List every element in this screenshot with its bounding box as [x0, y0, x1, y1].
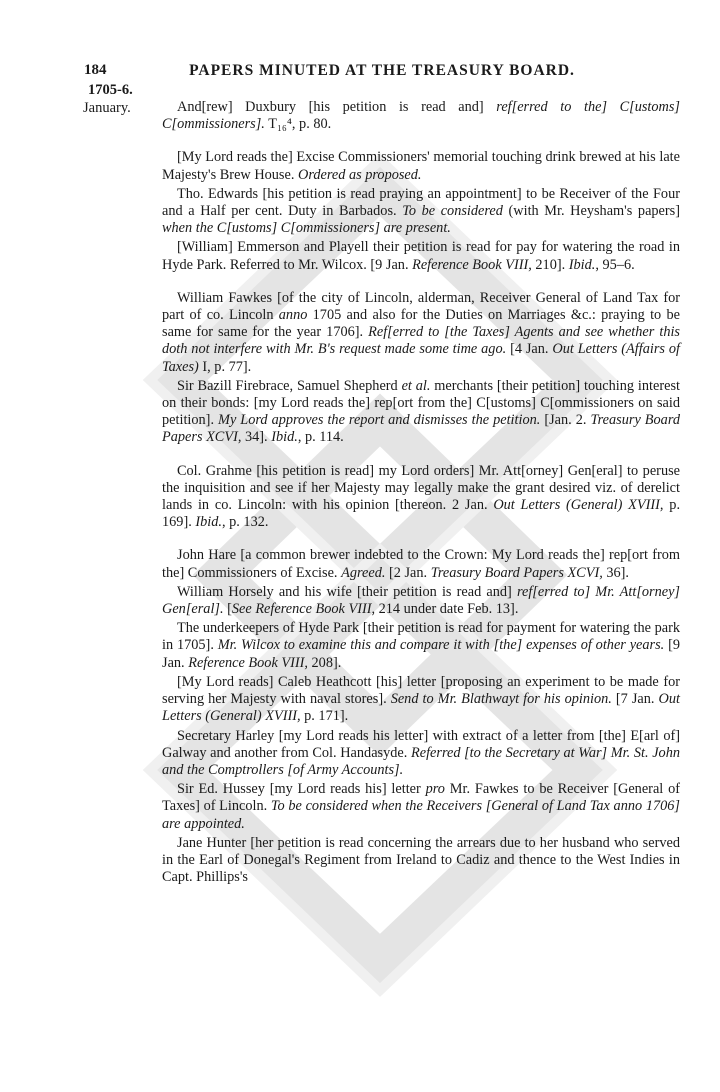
italic-text: My Lord approves the report and dismisses the petition. — [218, 412, 541, 429]
minute-entry — [162, 239, 680, 273]
italic-text: ref[erred to] Mr. Att[orney] Gen[eral]. — [162, 583, 680, 618]
entry-text: William Horsely and his wife [their petition is read and] — [177, 583, 517, 600]
entry-text: [Jan. 2. — [540, 412, 591, 429]
page-header — [84, 62, 680, 82]
italic-text: Out Letters (General) XVIII, — [162, 691, 680, 725]
entry-text: 36]. — [602, 564, 630, 581]
entry-text: [My Lord reads] Caleb Heathcott [his] letter [proposing an experiment to be made for serving her Majesty with naval stores]. — [162, 673, 680, 708]
minute-entry — [162, 620, 680, 672]
entry-text: Secretary Harley [my Lord reads his letter] with extract of a letter from [the] E[arl of] Galway and another from Col. Handasyde. — [162, 727, 680, 761]
entry-text: , p. 114. — [297, 429, 344, 446]
margin-month: January. — [83, 100, 131, 116]
minute-entry — [162, 149, 680, 183]
italic-text: Out Letters (General) XVIII, — [493, 497, 664, 514]
minute-entry — [162, 99, 680, 133]
italic-text: Ordered as proposed. — [298, 166, 422, 183]
entry-text: Sir Ed. Hussey [my Lord reads his] letter — [177, 781, 426, 798]
italic-text: See Reference Book VIII, — [231, 601, 376, 618]
entry-text: Mr. Fawkes to be Receiver [General of Taxes] of Lincoln. — [162, 781, 680, 815]
entry-text: p. 169]. — [162, 497, 681, 531]
entry-text: merchants [their petition] touching interest on their bonds: [my Lord reads the] rep[ort from the] C[ustoms] C[ommissioners on said petition]. — [162, 377, 680, 429]
entry-text: [4 Jan. — [506, 341, 553, 358]
running-title: PAPERS MINUTED AT THE TREASURY BOARD. — [189, 62, 575, 79]
minute-entry — [162, 835, 680, 887]
entry-text: Sir Bazill Firebrace, Samuel Shepherd — [177, 377, 402, 394]
italic-text: Treasury Board Papers XCVI, — [430, 564, 603, 581]
minute-entry — [162, 186, 680, 238]
minute-entry — [162, 728, 680, 780]
italic-text: Send to Mr. Blathwayt for his opinion. — [390, 691, 612, 708]
minute-entry — [162, 378, 680, 447]
entry-text: 208]. — [307, 654, 342, 671]
document-body — [162, 99, 680, 886]
italic-text: Reference Book VIII, — [412, 256, 532, 273]
italic-text: pro — [425, 781, 445, 798]
entry-text: 34]. — [241, 429, 272, 446]
entry-text: I, p. 77]. — [198, 358, 252, 375]
entry-text: Jane Hunter [her petition is read concerning the arrears due to her husband who served in the Earl of Donegal's Regiment from Ireland to Cadiz and thence to the West Indies in Capt. Phillips's — [162, 834, 680, 886]
italic-text: Ref[erred to [the Taxes] Agents and see whether this doth not interfere with Mr. B's request made some time ago. — [162, 324, 680, 358]
minute-entry — [162, 674, 680, 726]
entry-text: [7 Jan. — [611, 691, 659, 708]
entry-group — [162, 99, 680, 133]
italic-text: Ibid. — [195, 514, 222, 531]
entry-text: [ — [223, 601, 232, 618]
minute-entry — [162, 290, 680, 376]
entry-text: Col. Grahme [his petition is read] my Lord orders] Mr. Att[orney] Gen[eral] to peruse the inquisition and see if her Majesty may legally make the grant desired viz. of derelict lands in co. Lincoln: with his opinion [thereon. 2 Jan. — [162, 462, 680, 514]
italic-text: Reference Book VIII, — [188, 654, 308, 671]
italic-text: ref[erred to the] C[ustoms] C[ommissioners]. — [162, 99, 680, 133]
italic-text: To be considered when the Receivers [General of Land Tax anno 1706] are appointed. — [162, 798, 680, 832]
italic-text: anno — [278, 307, 308, 324]
italic-text: Mr. Wilcox to examine this and compare it with [the] expenses of other years. — [217, 637, 665, 654]
entry-group — [162, 547, 680, 886]
entry-text: p. 171]. — [300, 708, 349, 725]
minute-entry — [162, 547, 680, 581]
italic-text: Agreed. — [341, 564, 386, 581]
page-number: 184 — [84, 62, 107, 78]
entry-text: , 95–6. — [595, 256, 635, 273]
entry-text: (with Mr. Heysham's papers] — [502, 203, 680, 220]
entry-text: 214 under date Feb. 13]. — [375, 601, 519, 618]
entry-text: [William] Emmerson and Playell their petition is read for pay for watering the road in Hyde Park. Referred to Mr. Wilcox. [9 Jan. — [162, 239, 680, 273]
minute-entry — [162, 584, 680, 618]
italic-text: Ibid. — [271, 429, 298, 446]
entry-text: And[rew] Duxbury [his petition is read and] — [177, 99, 497, 115]
entry-text: [2 Jan. — [385, 564, 431, 581]
italic-text: Referred [to the Secretary at War] Mr. St. John and the Comptrollers [of Army Accounts]. — [162, 744, 680, 778]
entry-text: John Hare [a common brewer indebted to the Crown: My Lord reads the] rep[ort from the] Commissioners of Excise. — [162, 547, 680, 581]
entry-text: 1705 and also for the Duties on Marriages &c.: praying to be same for same for the year 1706]. — [162, 307, 680, 341]
entry-group — [162, 290, 680, 447]
entry-group — [162, 463, 680, 532]
entry-text: The underkeepers of Hyde Park [their petition is read for payment for watering the park in 1705]. — [162, 620, 680, 654]
minute-entry — [162, 463, 680, 532]
entry-text: [9 Jan. — [162, 637, 681, 671]
italic-text: Treasury Board Papers XCVI, — [162, 412, 681, 446]
entry-group — [162, 149, 680, 273]
entry-text: , p. 132. — [221, 514, 269, 531]
entry-text: T₁₆⁴, p. 80. — [264, 116, 332, 133]
italic-text: et al. — [401, 377, 431, 394]
entry-text: William Fawkes [of the city of Lincoln, alderman, Receiver General of Land Tax for part of co. Lincoln — [162, 289, 680, 324]
italic-text: when the C[ustoms] C[ommissioners] are present. — [162, 220, 451, 237]
entry-text: [My Lord reads the] Excise Commissioners' memorial touching drink brewed at his late Majesty's Brew House. — [162, 149, 680, 183]
entry-text: Tho. Edwards [his petition is read praying an appointment] to be Receiver of the Four and a Half per cent. Duty in Barbados. — [162, 185, 680, 220]
minute-entry — [162, 781, 680, 833]
margin-year: 1705-6. — [88, 82, 133, 98]
italic-text: To be considered — [402, 203, 503, 220]
italic-text: Ibid. — [568, 256, 596, 273]
italic-text: Out Letters (Affairs of Taxes) — [162, 341, 680, 375]
entry-text: 210]. — [531, 256, 569, 273]
